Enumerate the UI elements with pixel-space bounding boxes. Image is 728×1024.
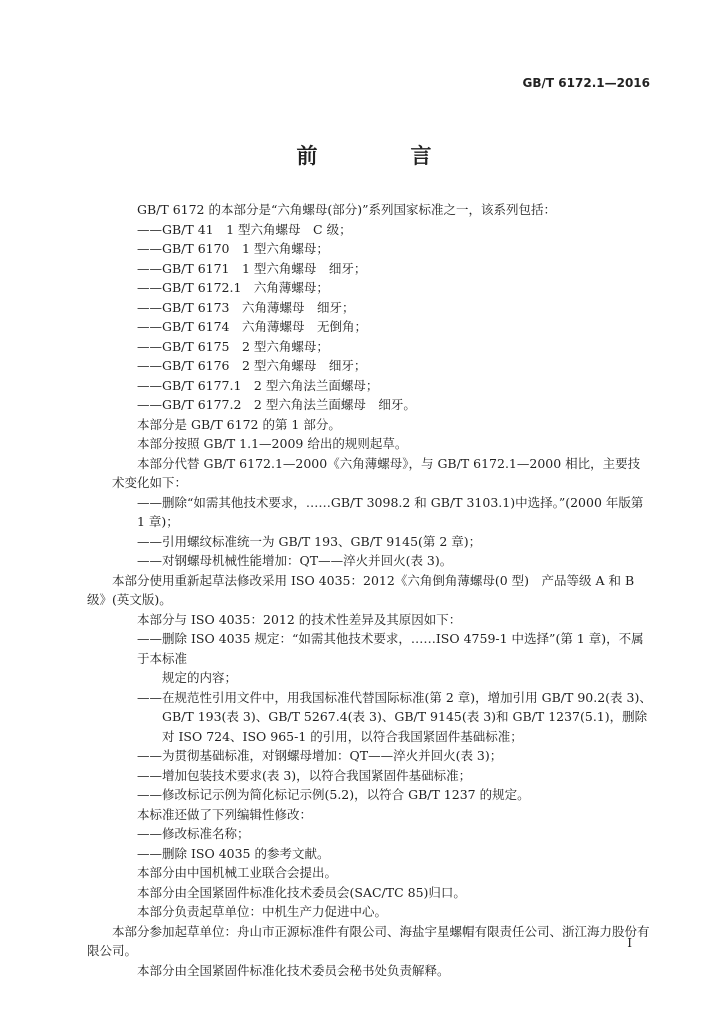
- list-item: ——修改标记示例为简化标记示例(5.2)，以符合 GB/T 1237 的规定。: [137, 787, 530, 802]
- list-item: ——GB/T 6171 1 型六角螺母 细牙；: [137, 260, 367, 276]
- paragraph: 本部分是 GB/T 6172 的第 1 部分。: [137, 416, 341, 432]
- list-item: ——GB/T 6176 2 型六角螺母 细牙；: [137, 358, 367, 373]
- list-item: ——GB/T 6175 2 型六角螺母；: [137, 338, 329, 354]
- paragraph: 本部分使用重新起草法修改采用 ISO 4035：2012《六角倒角薄螺母(0 型) 产品等级 A 和 B 级》(英文版)。: [87, 572, 635, 607]
- list-item: [112, 629, 652, 688]
- paragraph: 本部分由中国机械工业联合会提出。: [137, 865, 338, 880]
- list-item: ——删除“如需其他技术要求，……GB/T 3098.2 和 GB/T 3103.1)中选择。”(2000 年版第 1 章)；: [137, 494, 644, 529]
- page-number: I: [627, 936, 632, 950]
- list-item: ——GB/T 6174 六角薄螺母 无倒角；: [137, 319, 368, 334]
- paragraph: 本部分由全国紧固件标准化技术委员会秘书处负责解释。: [137, 962, 450, 978]
- page-title: 前 言: [296, 143, 468, 168]
- list-item-text: ——在规范性引用文件中，用我国标准代替国际标准(第 2 章)，增加引用 GB/T 90.2(表 3)、: [137, 689, 652, 705]
- list-item: ——对钢螺母机械性能增加：QT——淬火并回火(表 3)。: [137, 553, 453, 568]
- list-item: ——删除 ISO 4035 的参考文献。: [137, 845, 330, 861]
- list-item: [112, 688, 652, 747]
- paragraph: 本部分按照 GB/T 1.1—2009 给出的规则起草。: [137, 436, 408, 451]
- paragraph: 本部分参加起草单位：舟山市正源标准件有限公司、海盐宇星螺帽有限责任公司、浙江海力股份有限公司。: [87, 923, 650, 958]
- list-item: ——引用螺纹标准统一为 GB/T 193、GB/T 9145(第 2 章)；: [137, 533, 482, 549]
- list-item: ——GB/T 6172.1 六角薄螺母；: [137, 280, 329, 295]
- list-item: ——GB/T 6177.2 2 型六角法兰面螺母 细牙。: [137, 397, 416, 412]
- list-item-text: ——删除 ISO 4035 规定：“如需其他技术要求，……ISO 4759-1 中选择”(第 1 章)，不属于本标准: [137, 631, 644, 666]
- list-item: ——GB/T 6173 六角薄螺母 细牙；: [137, 299, 355, 315]
- paragraph: 本部分与 ISO 4035：2012 的技术性差异及其原因如下：: [137, 611, 462, 627]
- list-item-continuation: GB/T 193(表 3)、GB/T 5267.4(表 3)、GB/T 9145(表 3)和 GB/T 1237(5.1)，删除对 ISO 724、ISO 965-1 的引用，以符合我国紧固件基础标准；: [162, 709, 648, 744]
- paragraph: 本部分负责起草单位：中机生产力促进中心。: [137, 904, 388, 919]
- list-item: ——GB/T 6170 1 型六角螺母；: [137, 241, 329, 256]
- list-item-continuation: 规定的内容；: [162, 670, 238, 685]
- paragraph: 本部分由全国紧固件标准化技术委员会(SAC/TC 85)归口。: [137, 884, 466, 900]
- list-item: ——增加包装技术要求(表 3)，以符合我国紧固件基础标准；: [137, 767, 472, 783]
- paragraph: 本部分代替 GB/T 6172.1—2000《六角薄螺母》，与 GB/T 6172.1—2000 相比，主要技术变化如下：: [112, 455, 641, 490]
- document-body: [87, 200, 652, 980]
- paragraph: GB/T 6172 的本部分是“六角螺母(部分)”系列国家标准之一，该系列包括：: [137, 202, 557, 217]
- list-item: ——GB/T 41 1 型六角螺母 C 级；: [137, 221, 352, 237]
- list-item: ——为贯彻基础标准，对钢螺母增加：QT——淬火并回火(表 3)；: [137, 748, 503, 763]
- list-item: ——修改标准名称；: [137, 826, 250, 841]
- list-item: ——GB/T 6177.1 2 型六角法兰面螺母；: [137, 377, 379, 393]
- standard-code: GB/T 6172.1—2016: [522, 76, 650, 90]
- paragraph: 本标准还做了下列编辑性修改：: [137, 806, 313, 822]
